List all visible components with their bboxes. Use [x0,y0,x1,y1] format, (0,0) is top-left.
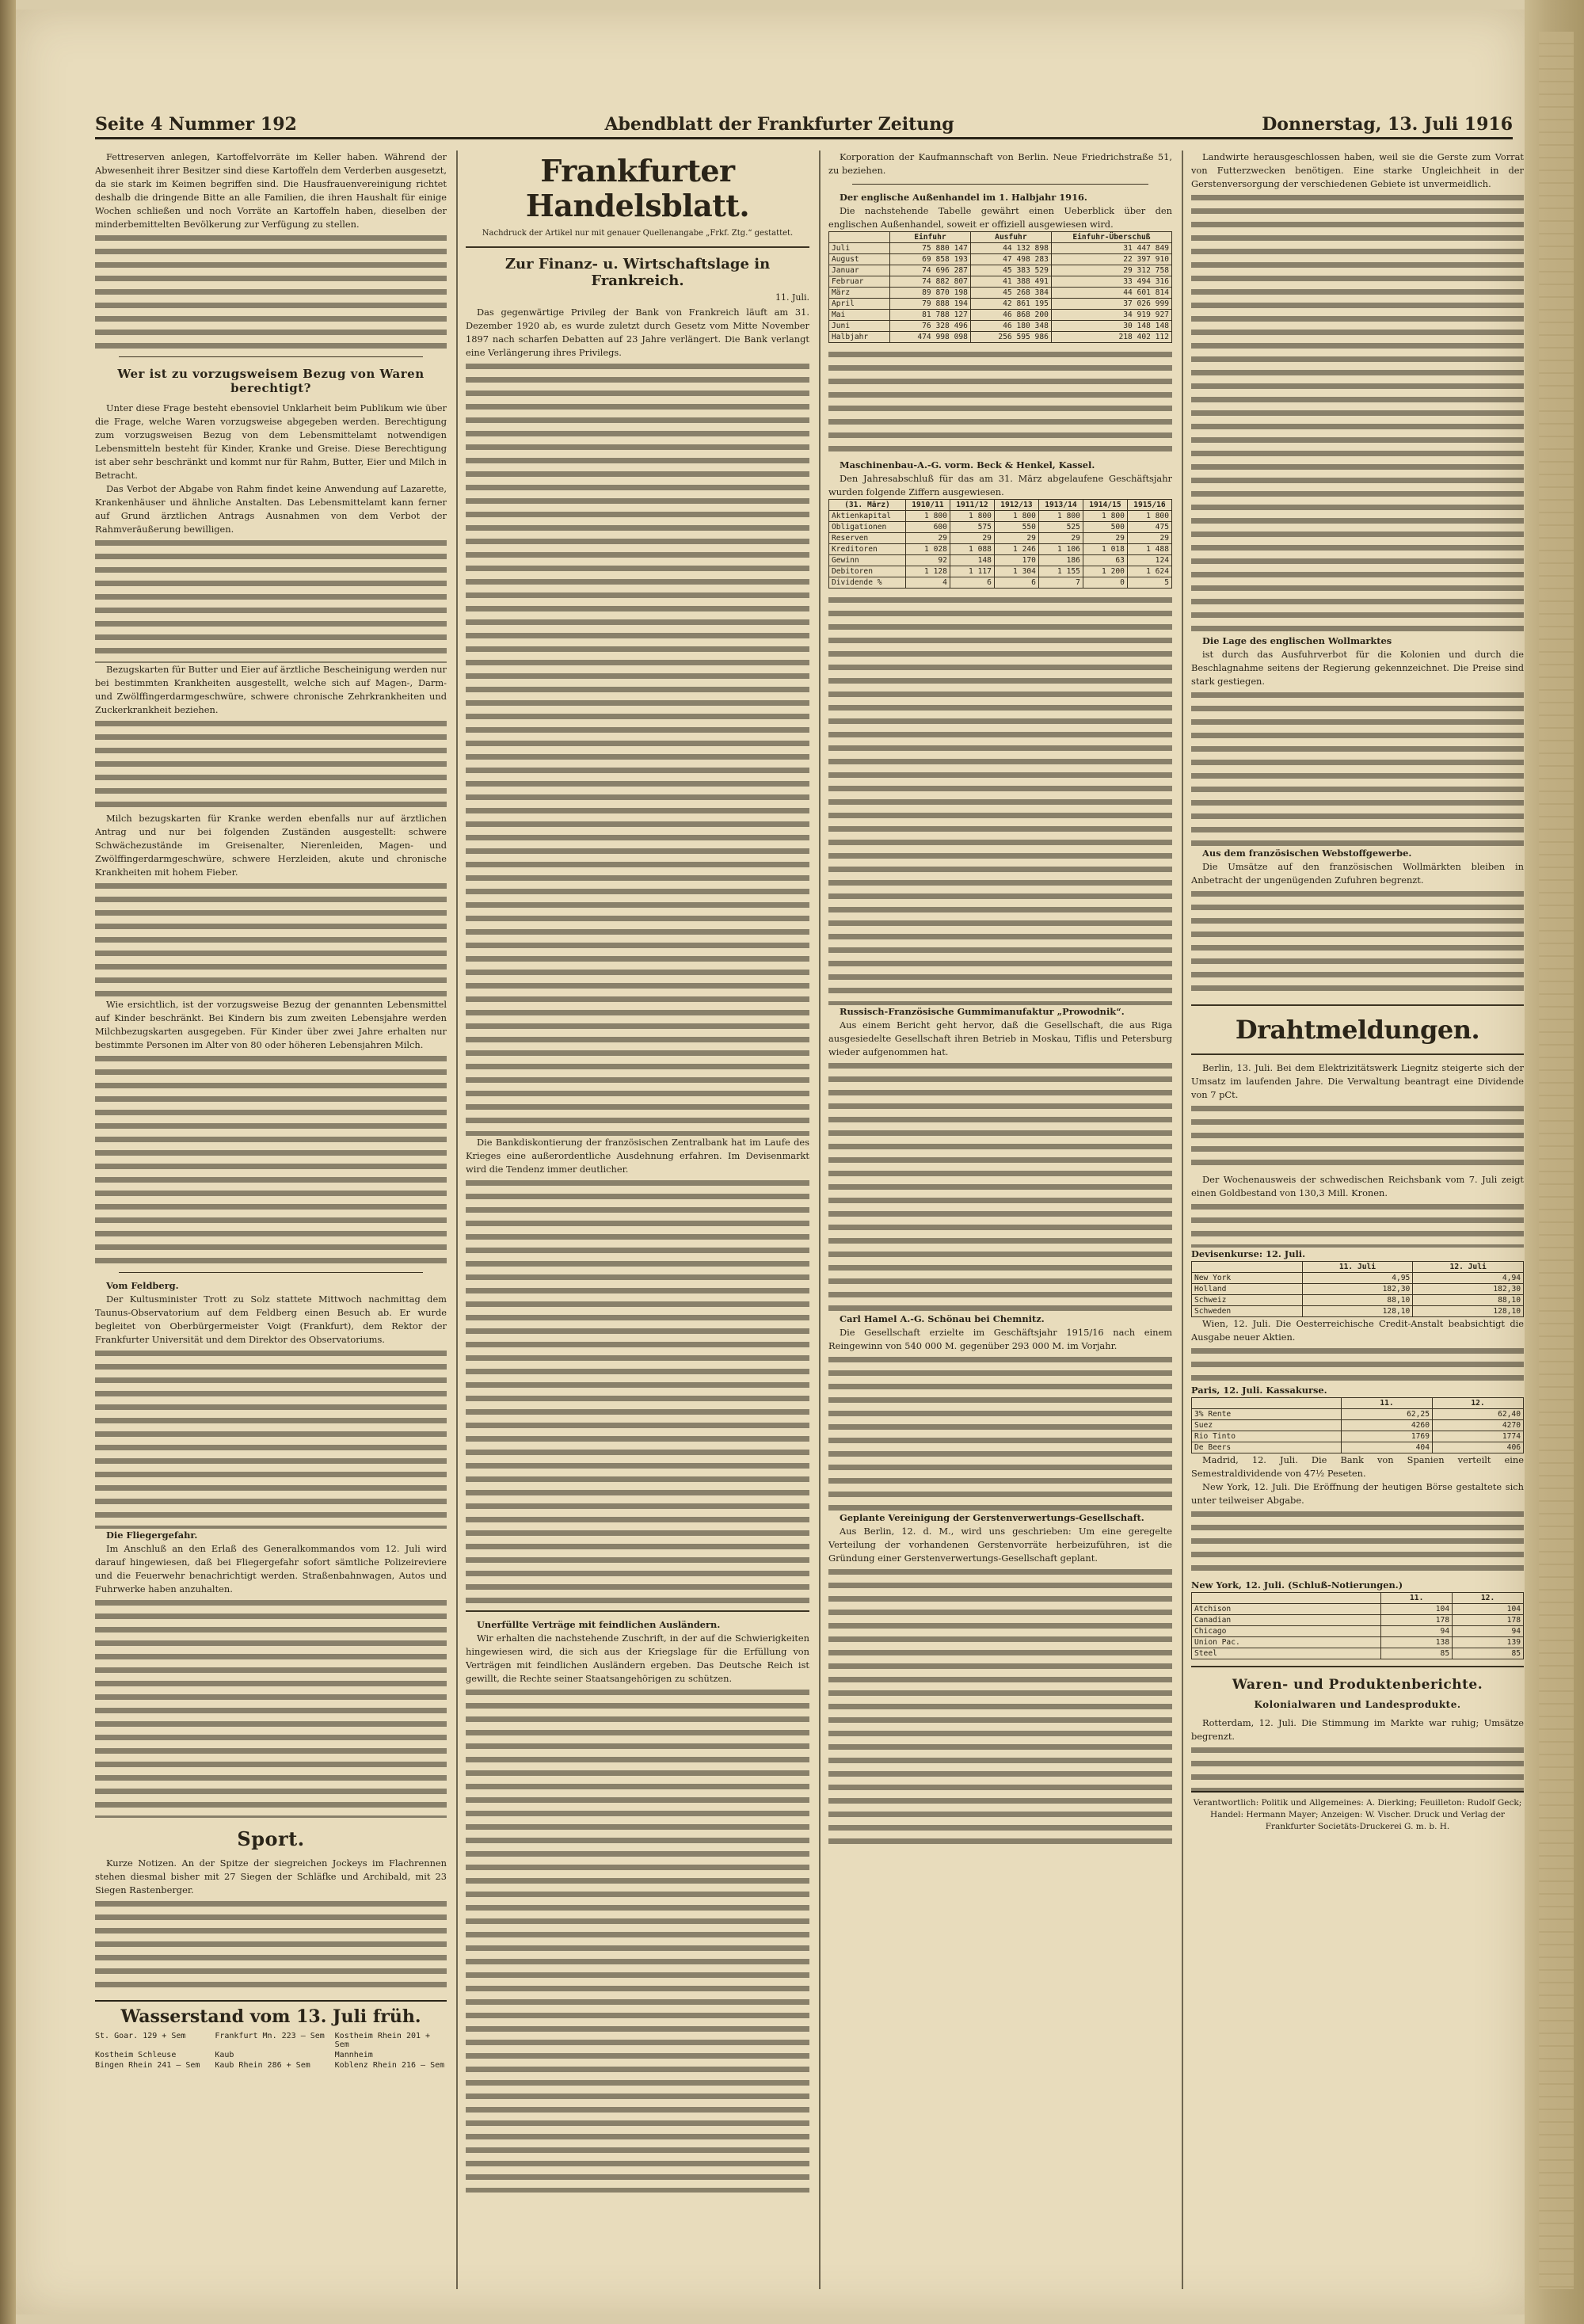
table-header-cell: Einfuhr-Überschuß [1051,232,1171,243]
table-cell: 1 800 [905,511,950,522]
table-cell: 4,94 [1413,1273,1524,1284]
article-text: Bezugskarten für Butter und Eier auf ärztliche Bescheinigung werden nur bei bestimmten Krankheiten ausgestellt, welche sich auf Magen-, Darm- und Zwölffingerdarmgeschwüre, schwere chronische Zehrkrankheiten und Zuckerkrankheit beziehen. [95,664,447,715]
table-cell: Schweiz [1192,1295,1303,1306]
table-cell: 1 800 [1083,511,1127,522]
exchange-rate-table [1191,1261,1524,1317]
article-text: Das gegenwärtige Privileg der Bank von Frankreich läuft am 31. Dezember 1920 ab, es wurde zuletzt durch Gesetz vom Mitte November 1897 nach scharfen Debatten auf 23 Jahre verlängert. Die Bank verlangt eine Verlängerung ihres Privilegs. [466,307,809,358]
text-block [1191,1344,1524,1384]
table-cell: 74 696 287 [889,265,970,276]
table-header-cell: 1911/12 [950,500,994,511]
balance-table [828,499,1172,589]
table-cell: 94 [1381,1626,1453,1637]
table-row [829,276,1172,288]
table-cell: Gewinn [829,555,906,566]
table-cell: 41 388 491 [970,276,1051,288]
table-header-cell [1192,1262,1303,1273]
table-cell: 475 [1127,522,1171,533]
table-cell: 33 494 316 [1051,276,1171,288]
table-cell: 69 858 193 [889,254,970,265]
table-cell: 1 800 [1127,511,1171,522]
water-level-grid [95,2032,447,2070]
table-cell: 1 304 [994,566,1038,577]
table-cell: 4,95 [1302,1273,1413,1284]
table-cell: 600 [905,522,950,533]
article-text: Das Verbot der Abgabe von Rahm findet keine Anwendung auf Lazarette, Krankenhäuser und ähnliche Anstalten. Das Lebensmittelamt kann ferner auf Grund ärztlichen Antrags Ausnahmen von dem Verbot der Rahmveräußerung bewilligen. [95,483,447,535]
table-cell: 30 148 148 [1051,321,1171,332]
table-cell: 1774 [1432,1431,1523,1442]
table-cell: 124 [1127,555,1171,566]
table-cell: Schweden [1192,1306,1303,1317]
article-text: Die Umsätze auf den französischen Wollmärkten bleiben in Anbetracht der ungenügenden Zufuhren begrenzt. [1191,861,1524,886]
table-cell: 88,10 [1413,1295,1524,1306]
table-header-cell: Ausfuhr [970,232,1051,243]
table-cell: 29 [1127,533,1171,544]
article-text: Korporation der Kaufmannschaft von Berlin. Neue Friedrichstraße 51, zu beziehen. [828,151,1172,176]
masthead-title: Abendblatt der Frankfurter Zeitung [604,113,954,135]
article-heading: Wer ist zu vorzugsweisem Bezug von Waren berechtigt? [117,367,425,395]
table-cell: 44 132 898 [970,243,1051,254]
table-cell: 1 106 [1038,544,1083,555]
table-cell: 89 870 198 [889,288,970,299]
table-row [829,321,1172,332]
column-1 [95,150,447,2289]
table-cell: 404 [1341,1442,1432,1453]
table-cell: 218 402 112 [1051,332,1171,343]
table-header-cell [1192,1398,1342,1409]
article-text: Aus Berlin, 12. d. M., wird uns geschrieben: Um eine geregelte Verteilung der vorhandenen Gerstenvorräte herbeizuführen, ist die Gründung einer Gerstenverwertungs-Gesellschaft geplant. [828,1526,1172,1564]
text-block [466,1176,809,1604]
table-cell: 1 246 [994,544,1038,555]
text-block [95,1596,447,1818]
section-title-drahtmeldungen: Drahtmeldungen. [1235,1015,1480,1045]
table-cell: 92 [905,555,950,566]
table-cell: 182,30 [1413,1284,1524,1295]
section-rule [1191,1053,1524,1055]
text-block [1191,1507,1524,1579]
text-block [1191,688,1524,847]
masthead-page-number: Seite 4 Nummer 192 [95,113,297,135]
table-row [1192,1626,1524,1637]
column-2 [466,150,809,2289]
table-cell: 5 [1127,577,1171,589]
table-row [829,332,1172,343]
table-header-cell [1192,1593,1381,1604]
imprint: Verantwortlich: Politik und Allgemeines: A. Dierking; Feuilleton: Rudolf Geck; Handel: Hermann Mayer; Anzeigen: W. Vischer. Druck und Verlag der Frankfurter Societäts-Druckerei G. m. b. H. [1191,1791,1524,1833]
table-cell: August [829,254,890,265]
table-caption: Devisenkurse: 12. Juli. [1191,1248,1306,1259]
table-cell: Februar [829,276,890,288]
table-cell: 46 868 200 [970,310,1051,321]
table-cell: 37 026 999 [1051,299,1171,310]
article-heading: Geplante Vereinigung der Gerstenverwertungs-Gesellschaft. [840,1512,1144,1523]
table-cell: 75 880 147 [889,243,970,254]
text-block [95,1052,447,1266]
table-header-cell: 12. [1432,1398,1523,1409]
table-cell: 148 [950,555,994,566]
table-header-cell: 1912/13 [994,500,1038,511]
table-cell: De Beers [1192,1442,1342,1453]
table-row [1192,1284,1524,1295]
table-row [829,254,1172,265]
article-text: Milch bezugskarten für Kranke werden ebenfalls nur auf ärztlichen Antrag und nur bei folgenden Zuständen ausgestellt: schwere Schwächezustände im Greisenalter, Nierenleiden, Magen- und Zwölffingerdarmgeschwüre, schwere Herzleiden, akute und chronische Krankheiten mit hohem Fieber. [95,813,447,878]
article-text: Wie ersichtlich, ist der vorzugsweise Bezug der genannten Lebensmittel auf Kinder beschränkt. Bei Kindern bis zum zweiten Lebensjahre werden Milchbezugskarten ausgegeben. Für Kinder über zwei Jahre erhalten nur bestimmte Personen im Alter von 80 oder höheren Lebensjahren Milch. [95,999,447,1050]
table-cell: März [829,288,890,299]
table-cell: 406 [1432,1442,1523,1453]
table-cell: Obligationen [829,522,906,533]
table-cell: Januar [829,265,890,276]
table-cell: 1 200 [1083,566,1127,577]
table-row [1192,1431,1524,1442]
table-cell: 178 [1381,1615,1453,1626]
table-row [829,555,1172,566]
table-row [829,566,1172,577]
table-caption: New York, 12. Juli. (Schluß-Notierungen.) [1191,1579,1403,1591]
table-cell: 1 800 [994,511,1038,522]
table-cell: 85 [1453,1648,1524,1659]
article-text: Der Wochenausweis der schwedischen Reichsbank vom 7. Juli zeigt einen Goldbestand von 130,3 Mill. Kronen. [1191,1174,1524,1198]
table-cell: Suez [1192,1420,1342,1431]
table-cell: 1 800 [1038,511,1083,522]
table-row [829,522,1172,533]
table-row [1192,1295,1524,1306]
table-cell: 45 268 384 [970,288,1051,299]
water-level-entry: Bingen Rhein 241 — Sem [95,2061,200,2070]
table-row [1192,1409,1524,1420]
section-title-handelsblatt: Frankfurter Handelsblatt. [525,153,750,223]
text-block [1191,191,1524,634]
table-cell: 1 117 [950,566,994,577]
text-block [1191,887,1524,998]
table-cell: 104 [1381,1604,1453,1615]
table-cell: 1 088 [950,544,994,555]
table-cell: 186 [1038,555,1083,566]
article-text: Der Kultusminister Trott zu Solz stattete Mittwoch nachmittag dem Taunus-Observatorium auf dem Feldberg einen Besuch ab. Er wurde begleitet von Oberbürgermeister Voigt (Frankfurt), dem Rektor der Frankfurter Universität und dem Direktor des Observatoriums. [95,1293,447,1345]
table-cell: 1 028 [905,544,950,555]
table-cell: 29 [1038,533,1083,544]
column-divider [819,150,821,2289]
table-header-row [1192,1398,1524,1409]
article-text: Aus einem Bericht geht hervor, daß die Gesellschaft, die aus Riga ausgesiedelte Gesellschaft ihren Betrieb in Moskau, Tiflis und Petersburg wieder aufgenommen hat. [828,1019,1172,1057]
table-cell: 1 018 [1083,544,1127,555]
table-cell: 138 [1381,1637,1453,1648]
table-cell: 1 128 [905,566,950,577]
article-text: ist durch das Ausfuhrverbot für die Kolonien und durch die Beschlagnahme seitens der Regierung gekennzeichnet. Die Preise sind stark gestiegen. [1191,649,1524,687]
table-cell: 22 397 910 [1051,254,1171,265]
table-cell: 1 155 [1038,566,1083,577]
table-cell: 575 [950,522,994,533]
table-cell: 170 [994,555,1038,566]
table-row [829,533,1172,544]
article-heading: Die Lage des englischen Wollmarktes [1202,635,1392,646]
text-block [828,1565,1172,1850]
table-cell: 4270 [1432,1420,1523,1431]
table-row [1192,1442,1524,1453]
table-cell: 45 383 529 [970,265,1051,276]
table-cell: 128,10 [1302,1306,1413,1317]
section-heading-sport: Sport. [237,1827,305,1850]
table-cell: 29 [950,533,994,544]
table-header-row [829,500,1172,511]
table-cell: 256 595 986 [970,332,1051,343]
table-header-row [1192,1593,1524,1604]
text-block [828,1059,1172,1312]
text-block [95,231,447,350]
table-cell: 29 [905,533,950,544]
table-row [1192,1306,1524,1317]
text-block [828,1353,1172,1511]
table-cell: 1 624 [1127,566,1171,577]
table-cell: 63 [1083,555,1127,566]
table-header-cell: 12. [1453,1593,1524,1604]
table-row [1192,1648,1524,1659]
water-level-entry: St. Goar. 129 + Sem [95,2032,186,2040]
table-cell: 474 998 098 [889,332,970,343]
table-header-cell: 12. Juli [1413,1262,1524,1273]
table-cell: Dividende % [829,577,906,589]
table-cell: Juni [829,321,890,332]
masthead [95,111,1513,139]
water-level-entry: Kostheim Schleuse [95,2051,177,2059]
text-block [1191,1743,1524,1791]
section-rule [852,184,1148,185]
table-header-row [1192,1262,1524,1273]
table-cell: Atchison [1192,1604,1381,1615]
table-cell: 29 [994,533,1038,544]
water-level-box [95,2000,447,2070]
water-level-entry: Kostheim Rhein 201 + Sem [334,2032,431,2049]
table-row [829,299,1172,310]
table-cell: Kreditoren [829,544,906,555]
text-block [95,1897,447,1992]
section-rule [119,356,423,357]
table-cell: 85 [1381,1648,1453,1659]
table-cell: 94 [1453,1626,1524,1637]
text-block [466,360,809,1136]
section-rule [1191,1666,1524,1667]
article-heading: Unerfüllte Verträge mit feindlichen Ausländern. [477,1619,721,1630]
table-row [829,544,1172,555]
section-rule [1191,1004,1524,1006]
table-header-cell: 11. [1341,1398,1432,1409]
table-header-row [829,232,1172,243]
article-text: Die Gesellschaft erzielte im Geschäftsjahr 1915/16 nach einem Reingewinn von 540 000 M. gegenüber 293 000 M. im Vorjahr. [828,1327,1172,1351]
table-header-cell: 1914/15 [1083,500,1127,511]
text-block [95,879,447,998]
paris-quotes-table [1191,1397,1524,1453]
table-cell: 62,40 [1432,1409,1523,1420]
table-row [829,265,1172,276]
article-text: Den Jahresabschluß für das am 31. März abgelaufene Geschäftsjahr wurden folgende Ziffern ausgewiesen. [828,473,1172,497]
table-row [829,288,1172,299]
table-header-cell: 1913/14 [1038,500,1083,511]
article-text: Kurze Notizen. An der Spitze der siegreichen Jockeys im Flachrennen stehen diesmal bisher mit 27 Siegen der Schläfke und Archibald, mit 23 Siegen Rastenberger. [95,1857,447,1895]
section-rule [119,1272,423,1273]
text-block [828,593,1172,1005]
table-cell: 29 [1083,533,1127,544]
article-text: Landwirte herausgeschlossen haben, weil sie die Gerste zum Vorrat von Futterzwecken benötigen. Eine starke Ungleichheit in der Gerstenversorgung der verschiedenen Gebiete ist unvermeidlich. [1191,151,1524,189]
article-text: Wir erhalten die nachstehende Zuschrift, in der auf die Schwierigkeiten hingewiesen wird, die sich aus der Kriegslage für die Erfüllung von Verträgen mit feindlichen Ausländern ergeben. Das Deutsche Reich ist gewillt, die Rechte seiner Staatsangehörigen zu schützen. [466,1633,809,1684]
table-cell: 47 498 283 [970,254,1051,265]
table-cell: 1769 [1341,1431,1432,1442]
dateline: 11. Juli. [775,292,809,303]
article-heading: Maschinenbau-A.-G. vorm. Beck & Henkel, Kassel. [840,459,1095,471]
article-text: Berlin, 13. Juli. Bei dem Elektrizitätswerk Liegnitz steigerte sich der Umsatz im laufenden Jahre. Die Verwaltung beantragt eine Dividende von 7 pCt. [1191,1062,1524,1100]
newspaper-page [16,10,1525,2314]
table-cell: 74 882 807 [889,276,970,288]
table-cell: 29 312 758 [1051,265,1171,276]
text-block [466,1686,809,2193]
table-header-cell: (31. März) [829,500,906,511]
table-header-cell: 1910/11 [905,500,950,511]
table-row [1192,1637,1524,1648]
table-cell: 0 [1083,577,1127,589]
section-subtitle: Nachdruck der Artikel nur mit genauer Quellenangabe „Frkf. Ztg.“ gestattet. [482,229,794,238]
table-cell: 76 328 496 [889,321,970,332]
table-cell: Juli [829,243,890,254]
table-cell: Rio Tinto [1192,1431,1342,1442]
article-heading: Die Fliegergefahr. [106,1530,198,1541]
water-level-title: Wasserstand vom 13. Juli früh. [120,2006,421,2027]
table-row [829,310,1172,321]
article-text: Rotterdam, 12. Juli. Die Stimmung im Markte war ruhig; Umsätze begrenzt. [1191,1717,1524,1742]
column-3 [828,150,1172,2289]
table-row [1192,1615,1524,1626]
water-level-entry: Kaub [215,2051,234,2059]
article-text: Wien, 12. Juli. Die Oesterreichische Credit-Anstalt beabsichtigt die Ausgabe neuer Aktien. [1191,1318,1524,1343]
table-cell: Reserven [829,533,906,544]
table-row [1192,1273,1524,1284]
table-cell: 182,30 [1302,1284,1413,1295]
section-rule [466,1610,809,1612]
table-cell: 34 919 927 [1051,310,1171,321]
column-divider [456,150,458,2289]
text-block [1191,1200,1524,1248]
subheading: Kolonialwaren und Landesprodukte. [1254,1699,1461,1710]
table-cell: 178 [1453,1615,1524,1626]
section-heading-waren: Waren- und Produktenberichte. [1232,1677,1483,1693]
table-row [1192,1604,1524,1615]
water-level-entry: Frankfurt Mn. 223 — Sem [215,2032,325,2040]
article-text: Madrid, 12. Juli. Die Bank von Spanien verteilt eine Semestraldividende von 47½ Peseten. [1191,1454,1524,1479]
table-cell: 7 [1038,577,1083,589]
trade-table [828,231,1172,343]
table-cell: 3% Rente [1192,1409,1342,1420]
table-cell: 6 [994,577,1038,589]
table-cell: Chicago [1192,1626,1381,1637]
table-cell: New York [1192,1273,1303,1284]
table-cell: Holland [1192,1284,1303,1295]
table-cell: 500 [1083,522,1127,533]
article-text: Fettreserven anlegen, Kartoffelvorräte im Keller haben. Während der Abwesenheit ihrer Besitzer sind diese Kartoffeln dem Verderben ausgesetzt, da sie stark im Keimen begriffen sind. Die Hausfrauenvereinigung richtet deshalb die dringende Bitte an alle Familien, die ihren Haushalt für einige Wochen schließen und noch Vorräte an Kartoffeln haben, dieselben der minderbemittelten Bevölkerung zur Verfügung zu stellen. [95,151,447,230]
table-cell: Debitoren [829,566,906,577]
table-cell: 79 888 194 [889,299,970,310]
table-cell: 139 [1453,1637,1524,1648]
table-cell: 42 861 195 [970,299,1051,310]
text-block [95,536,447,663]
table-row [829,577,1172,589]
table-header-cell [829,232,890,243]
column-divider [1182,150,1183,2289]
table-cell: 81 788 127 [889,310,970,321]
table-row [1192,1420,1524,1431]
water-level-entry: Mannheim [334,2051,373,2059]
table-header-cell: 1915/16 [1127,500,1171,511]
table-header-cell: Einfuhr [889,232,970,243]
table-cell: 1 800 [950,511,994,522]
column-4 [1191,150,1524,2289]
table-cell: 1 488 [1127,544,1171,555]
table-cell: 44 601 814 [1051,288,1171,299]
table-cell: 128,10 [1413,1306,1524,1317]
table-cell: Aktienkapital [829,511,906,522]
article-text: Unter diese Frage besteht ebensoviel Unklarheit beim Publikum wie über die Frage, welche Waren vorzugsweise abgegeben werden. Berechtigung zum vorzugsweisen Bezug von dem Lebensmittelamt notwendigen Lebensmitteln besteht für Kinder, Kranke und Greise. Diese Berechtigung ist aber sehr beschränkt und kommt nur für Rahm, Butter, Eier und Milch in Betracht. [95,402,447,481]
section-rule [466,246,809,248]
text-block [1191,1102,1524,1173]
table-cell: 31 447 849 [1051,243,1171,254]
table-cell: Halbjahr [829,332,890,343]
text-block [95,1347,447,1529]
table-header-cell: 11. [1381,1593,1453,1604]
table-cell: 525 [1038,522,1083,533]
table-cell: 62,25 [1341,1409,1432,1420]
table-cell: Steel [1192,1648,1381,1659]
text-block [95,717,447,812]
table-cell: 104 [1453,1604,1524,1615]
text-block [828,348,1172,459]
table-cell: 4260 [1341,1420,1432,1431]
table-row [829,511,1172,522]
table-header-cell: 11. Juli [1302,1262,1413,1273]
table-cell: 6 [950,577,994,589]
new-york-quotes-table [1191,1592,1524,1659]
article-text: New York, 12. Juli. Die Eröffnung der heutigen Börse gestaltete sich unter teilweiser Abgabe. [1191,1481,1524,1506]
page-edge-left [0,0,16,2324]
article-text: Die nachstehende Tabelle gewährt einen Ueberblick über den englischen Außenhandel, soweit er offiziell ausgewiesen wird. [828,205,1172,230]
article-heading: Der englische Außenhandel im 1. Halbjahr 1916. [840,192,1087,203]
table-cell: 88,10 [1302,1295,1413,1306]
table-cell: 4 [905,577,950,589]
table-cell: 46 180 348 [970,321,1051,332]
table-caption: Paris, 12. Juli. Kassakurse. [1191,1385,1327,1396]
table-cell: Mai [829,310,890,321]
table-row [829,243,1172,254]
water-level-entry: Koblenz Rhein 216 — Sem [334,2061,445,2070]
article-heading: Russisch-Französische Gummimanufaktur „Prowodnik“. [840,1006,1125,1017]
table-cell: April [829,299,890,310]
masthead-date: Donnerstag, 13. Juli 1916 [1262,113,1513,135]
table-cell: Canadian [1192,1615,1381,1626]
article-text: Im Anschluß an den Erlaß des Generalkommandos vom 12. Juli wird darauf hingewiesen, daß bei Fliegergefahr sofort sämtliche Polizeireviere und die Feuerwehr benachrichtigt werden. Straßenbahnwagen, Autos und Fuhrwerke haben anzuhalten. [95,1543,447,1594]
article-text: Die Bankdiskontierung der französischen Zentralbank hat im Laufe des Krieges eine außerordentliche Ausdehnung erfahren. Im Devisenmarkt wird die Tendenz immer deutlicher. [466,1137,809,1175]
table-cell: 550 [994,522,1038,533]
page-edge-right [1525,0,1584,2324]
article-heading: Vom Feldberg. [106,1280,179,1291]
table-cell: Union Pac. [1192,1637,1381,1648]
water-level-entry: Kaub Rhein 286 + Sem [215,2061,310,2070]
article-heading: Aus dem französischen Webstoffgewerbe. [1202,848,1412,859]
article-title: Zur Finanz- u. Wirtschaftslage in Frankreich. [505,256,771,289]
article-heading: Carl Hamel A.-G. Schönau bei Chemnitz. [840,1313,1045,1324]
